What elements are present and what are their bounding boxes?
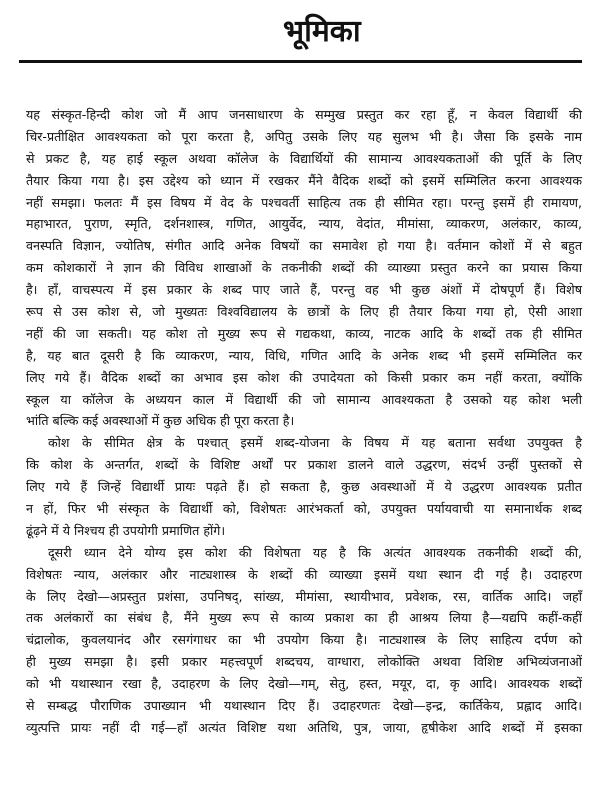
text-line: तक अलंकारों का संबंध है, मैंने मुख्य रूप से काव्य प्रकाश का ही आश्रय लिया है—यद्यपि कहीं-कहीं [26, 610, 582, 626]
text-line: स्कूल या कॉलेज के अध्ययन काल में विद्यार्थी की जो सामान्य आवश्यकता है उसको यह कोश भली [26, 391, 582, 407]
text-line: वनस्पति विज्ञान, ज्योतिष, संगीत आदि अनेक विषयों का समावेश हो गया है। वर्तमान कोशों में से बहुत [26, 238, 582, 254]
text-line: व्युत्पत्ति प्रायः नहीं दी गई—हाँ अत्यंत विशिष्ट यथा अतिथि, पुत्र, जाया, हृषीकेश आदि शब्दों में इसका [26, 719, 582, 735]
text-line: कम कोशकारों ने ज्ञान की विविध शाखाओं के तकनीकी शब्दों की व्याख्या प्रस्तुत करने का प्रयास किया [26, 260, 582, 276]
text-line: है। हाँ, वाचस्पत्य में इस प्रकार के शब्द पाए जाते हैं, परन्तु वह भी कुछ अंशों में दोषपूर्ण हैं। विशेष [26, 282, 582, 298]
text-line: कि कोश के अन्तर्गत, शब्दों के विशिष्ट अर्थों पर प्रकाश डालने वाले उद्धरण, संदर्भ उन्हीं पुस्तकों से [26, 457, 582, 473]
text-line: चिर-प्रतीक्षित आवश्यकता को पूरा करता है, अपितु उसके लिए यह सुलभ भी है। जैसा कि इसके नाम [26, 128, 582, 144]
text-line: के लिए देखो—अप्रस्तुत प्रशंसा, उपनिषद्, सांख्य, मीमांसा, स्थायीभाव, प्रवेशक, रस, वार्तिक आदि। जहाँ [26, 588, 582, 604]
paragraph-1 [26, 104, 582, 432]
text-line: यह संस्कृत-हिन्दी कोश जो मैं आप जनसाधारण के सम्मुख प्रस्तुत कर रहा हूँ, न केवल विद्यार्थी की [26, 107, 582, 122]
text-line: महाभारत, पुराण, स्मृति, दर्शनशास्त्र, गणित, आयुर्वेद, न्याय, वेदांत, मीमांसा, व्याकरण, अलंकार, काव्य, [26, 216, 582, 232]
text-line: ढूंढ़ने में ये निश्चय ही उपयोगी प्रमाणित होंगे। [26, 522, 226, 538]
text-line: तैयार किया गया है। इस उद्देश्य को ध्यान में रखकर मैंने वैदिक शब्दों को इसमें सम्मिलित करना आवश्यक [26, 172, 582, 188]
text-line: भांति बल्कि कई अवस्थाओं में कुछ अधिक ही पूरा करता है। [26, 413, 295, 429]
text-line: ही मुख्य समझा है। इसी प्रकार महत्त्वपूर्ण शब्दचय, वाग्धारा, लोकोक्ति अथवा विशिष्ट अभिव्यंजनाओं [26, 654, 582, 670]
text-line: विशेषतः न्याय, अलंकार और नाट्यशास्त्र के शब्दों की व्याख्या इसमें यथा स्थान दी गई है। उदाहरण [26, 566, 582, 582]
text-line: दूसरी ध्यान देने योग्य इस कोश की विशेषता यह है कि अत्यंत आवश्यक तकनीकी शब्दों की, [48, 544, 582, 560]
paragraph-3 [26, 542, 582, 739]
text-line: रूप से उस कोश से, जो मुख्यतः विश्वविद्यालय के छात्रों के लिए ही तैयार किया गया हो, ऐसी आशा [26, 304, 582, 320]
text-line: लिए गये हैं। वैदिक शब्दों का अभाव इस कोश की उपादेयता को किसी प्रकार कम नहीं करता, क्योंकि [26, 369, 582, 385]
text-line: नहीं की जा सकती। यह कोश तो मुख्य रूप से गद्यकथा, काव्य, नाटक आदि के शब्दों तक ही सीमित [26, 325, 582, 341]
text-line: से प्रकट है, यह हाई स्कूल अथवा कॉलेज के विद्यार्थियों की सामान्य आवश्यकताओं की पूर्ति के लिए [26, 150, 582, 166]
text-line: से सम्बद्ध पौराणिक उपाख्यान भी यथास्थान दिए हैं। उदाहरणतः देखो—इन्द्र, कार्तिकेय, प्रह्लाद आदि। [26, 698, 582, 714]
text-line: लिए गये हैं जिन्हें विद्यार्थी प्रायः पढ़ते हैं। हो सकता है, कुछ अवस्थाओं में ये उद्धरण आवश्यक प्रतीत [26, 479, 582, 495]
text-line: न हों, फिर भी संस्कृत के विद्यार्थी को, विशेषतः आरंभकर्ता को, उपयुक्त पर्यायवाची या समानार्थक शब्द [26, 501, 582, 517]
text-line: है, यह बात दूसरी है कि व्याकरण, न्याय, विधि, गणित आदि के अनेक शब्द भी इसमें सम्मिलित कर [26, 347, 582, 363]
paragraph-2 [26, 432, 582, 541]
body-text [26, 104, 582, 739]
text-line: कोश के सीमित क्षेत्र के पश्चात् इसमें शब्द-योजना के विषय में यह बताना सर्वथा उपयुक्त है [48, 435, 582, 451]
text-line: चंद्रालोक, कुवलयानंद और रसगंगाधर का भी उपयोग किया है। नाट्यशास्त्र के लिए साहित्य दर्पण को [26, 632, 582, 648]
page-title: भूमिका [283, 14, 361, 49]
text-line: को भी यथास्थान रखा है, उदाहरण के लिए देखो—गम्, सेतु, हस्त, मयूर, दा, कृ आदि। आवश्यक शब्दों [26, 676, 582, 692]
text-line: नहीं समझा। फलतः मैं इस विषय में वेद के पश्चवर्ती साहित्य तक ही सीमित रहा। परन्तु इसमें ही रामायण, [26, 194, 582, 210]
title-underline [19, 60, 582, 63]
